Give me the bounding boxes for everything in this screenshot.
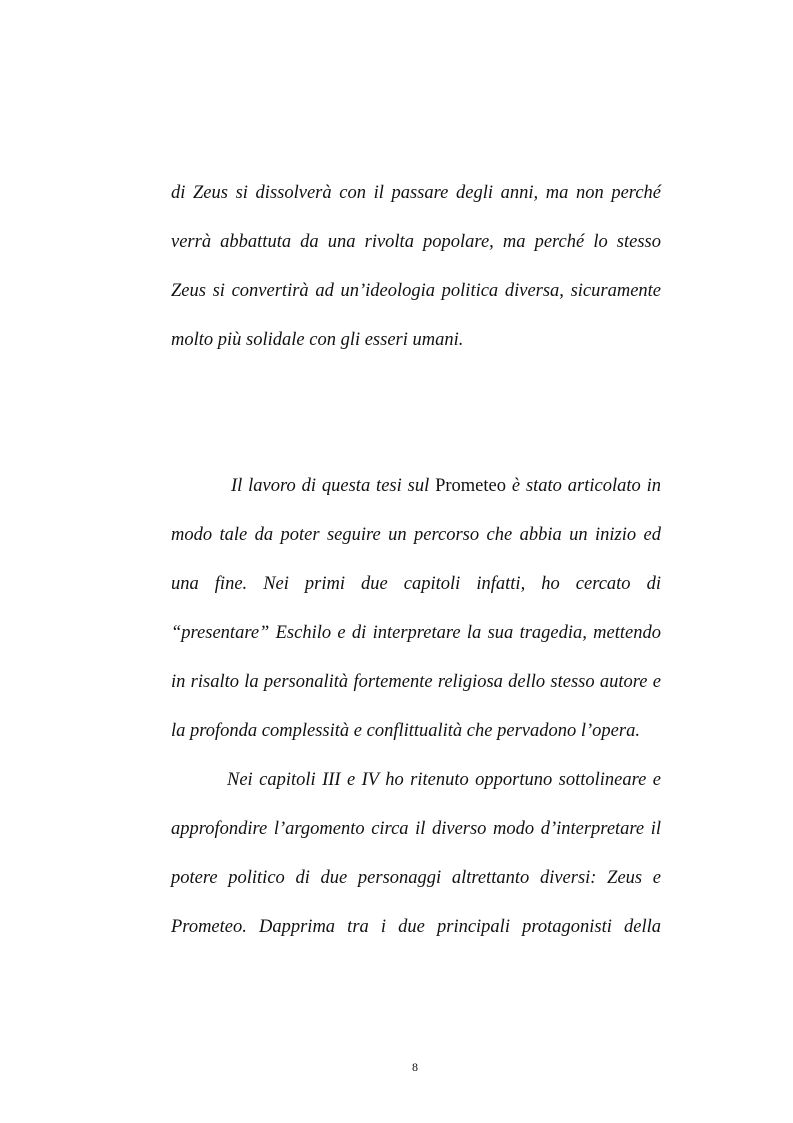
paragraph-3-line-1: Nei capitoli III e IV ho ritenuto opportuno sottolineare e: [227, 770, 661, 790]
paragraph-2-line-1: [231, 475, 661, 497]
paragraph-2-line-5: in risalto la personalità fortemente religiosa dello stesso autore e: [171, 672, 661, 692]
paragraph-1-line-4: molto più solidale con gli esseri umani.: [171, 330, 464, 350]
paragraph-2-line-6: la profonda complessità e conflittualità che pervadono l’opera.: [171, 721, 640, 741]
paragraph-2-line-2: modo tale da poter seguire un percorso che abbia un inizio ed: [171, 525, 661, 545]
paragraph-1-line-2: verrà abbattuta da una rivolta popolare, ma perché lo stesso: [171, 232, 661, 252]
page-number: 8: [412, 1060, 418, 1074]
paragraph-2-line-4: “presentare” Eschilo e di interpretare la sua tragedia, mettendo: [171, 623, 661, 643]
paragraph-1-line-3: Zeus si convertirà ad un’ideologia politica diversa, sicuramente: [171, 281, 661, 301]
paragraph-3-line-2: approfondire l’argomento circa il diverso modo d’interpretare il: [171, 819, 661, 839]
paragraph-3-line-4: Prometeo. Dapprima tra i due principali protagonisti della: [171, 917, 661, 937]
paragraph-3-line-3: potere politico di due personaggi altrettanto diversi: Zeus e: [171, 868, 661, 888]
work-title: Prometeo: [435, 476, 506, 496]
paragraph-2-line-1-before: Il lavoro di questa tesi sul: [231, 476, 430, 496]
paragraph-2-line-1-after: è stato articolato in: [511, 476, 662, 496]
paragraph-2-line-3: una fine. Nei primi due capitoli infatti, ho cercato di: [171, 574, 661, 594]
paragraph-1-line-1: di Zeus si dissolverà con il passare degli anni, ma non perché: [171, 183, 661, 203]
